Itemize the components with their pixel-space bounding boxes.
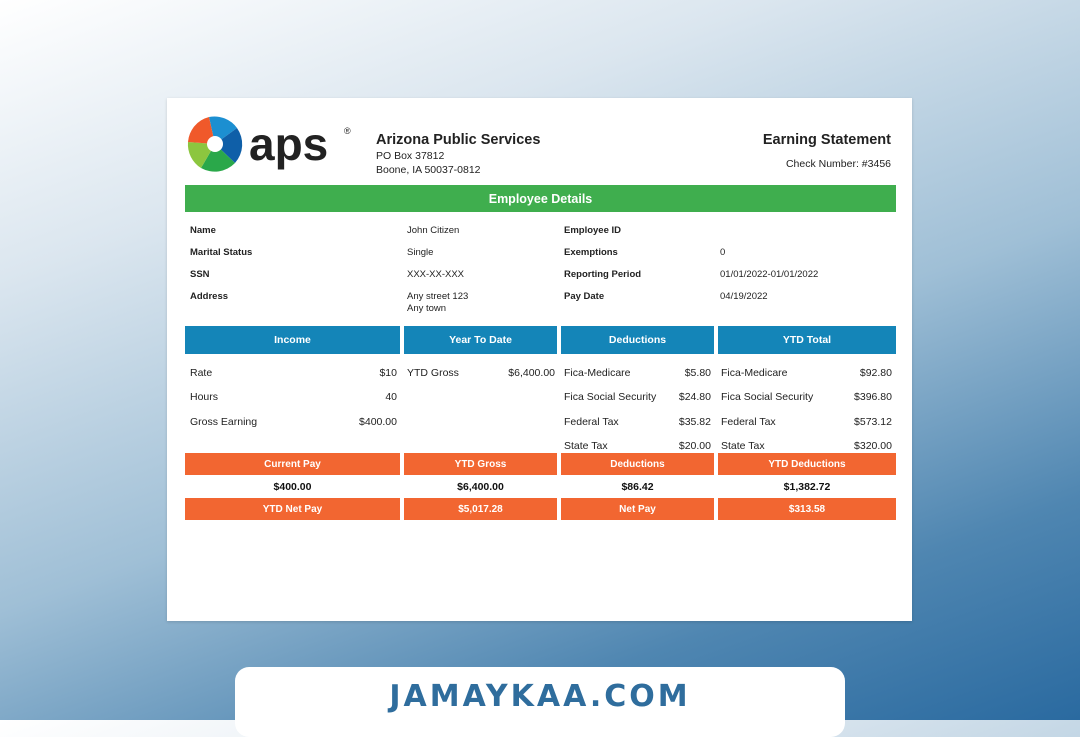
company-block — [376, 132, 540, 176]
pay-date-value: 04/19/2022 — [720, 291, 768, 302]
marital-status-value: Single — [407, 247, 434, 258]
income-value: $400.00 — [359, 416, 397, 428]
ytd-gross-value: $6,400.00 — [457, 481, 504, 493]
deduction-label: Fica Social Security — [564, 391, 657, 403]
company-address-line1: PO Box 37812 — [376, 150, 445, 162]
year-to-date-header: Year To Date — [404, 326, 557, 354]
ytd-deductions-value: $1,382.72 — [783, 481, 831, 493]
aps-logo — [185, 114, 355, 174]
ytd-total-label: Fica-Medicare — [721, 367, 788, 379]
earning-statement — [167, 98, 912, 621]
logo-text: aps — [249, 118, 329, 170]
income-value: $10 — [379, 367, 397, 379]
deductions-header: Deductions — [561, 326, 714, 354]
check-number: Check Number: #3456 — [785, 158, 891, 170]
reporting-period-label: Reporting Period — [564, 269, 642, 280]
ytd-deductions-label: YTD Deductions — [718, 453, 896, 475]
address-value-line1: Any street 123 — [407, 291, 469, 302]
ytd-total-label: State Tax — [721, 440, 765, 452]
ytd-value: $6,400.00 — [508, 367, 555, 379]
ytd-total-label: Federal Tax — [721, 416, 776, 428]
ssn-value: XXX-XX-XXX — [407, 269, 465, 280]
reporting-period-value: 01/01/2022-01/01/2022 — [720, 269, 819, 280]
marital-status-label: Marital Status — [190, 247, 253, 258]
deduction-value: $5.80 — [684, 367, 711, 379]
registered-mark: ® — [344, 126, 351, 136]
pay-date-label: Pay Date — [564, 291, 605, 302]
employee-details-header: Employee Details — [185, 185, 896, 212]
exemptions-value: 0 — [720, 247, 726, 258]
address-value-line2: Any town — [407, 303, 447, 314]
income-label: Hours — [190, 391, 219, 403]
ytd-net-pay-value: $5,017.28 — [404, 498, 557, 520]
current-pay-value: $400.00 — [273, 481, 312, 493]
footer-banner — [235, 667, 845, 737]
income-header: Income — [185, 326, 400, 354]
income-label: Rate — [190, 367, 213, 379]
company-address-line2: Boone, IA 50037-0812 — [376, 164, 481, 176]
ytd-total-value: $396.80 — [854, 391, 892, 403]
ytd-total-header: YTD Total — [718, 326, 896, 354]
current-pay-label: Current Pay — [185, 453, 400, 475]
statement-block — [763, 132, 891, 170]
income-value: 40 — [385, 391, 397, 403]
deduction-value: $35.82 — [678, 416, 711, 428]
deduction-label: Fica-Medicare — [564, 367, 631, 379]
exemptions-label: Exemptions — [564, 247, 618, 258]
deduction-value: $20.00 — [678, 440, 711, 452]
ytd-total-value: $92.80 — [859, 367, 892, 379]
employee-id-label: Employee ID — [564, 225, 622, 236]
ytd-label: YTD Gross — [407, 367, 459, 379]
statement-title: Earning Statement — [762, 132, 891, 148]
income-label: Gross Earning — [190, 416, 258, 428]
net-pay-label: Net Pay — [561, 498, 714, 520]
ssn-label: SSN — [190, 269, 210, 280]
footer-site: JAMAYKAA.COM — [389, 679, 691, 714]
ytd-total-label: Fica Social Security — [721, 391, 814, 403]
name-label: Name — [190, 225, 216, 236]
ytd-total-value: $320.00 — [854, 440, 892, 452]
net-pay-value: $313.58 — [718, 498, 896, 520]
deduction-label: State Tax — [564, 440, 608, 452]
deduction-value: $24.80 — [678, 391, 711, 403]
company-name: Arizona Public Services — [376, 132, 541, 148]
name-value: John Citizen — [407, 225, 460, 236]
ytd-net-pay-label: YTD Net Pay — [185, 498, 400, 520]
ytd-gross-label: YTD Gross — [404, 453, 557, 475]
summary-deductions-value: $86.42 — [621, 481, 654, 493]
summary-deductions-label: Deductions — [561, 453, 714, 475]
address-label: Address — [190, 291, 229, 302]
ytd-total-value: $573.12 — [854, 416, 892, 428]
deduction-label: Federal Tax — [564, 416, 619, 428]
